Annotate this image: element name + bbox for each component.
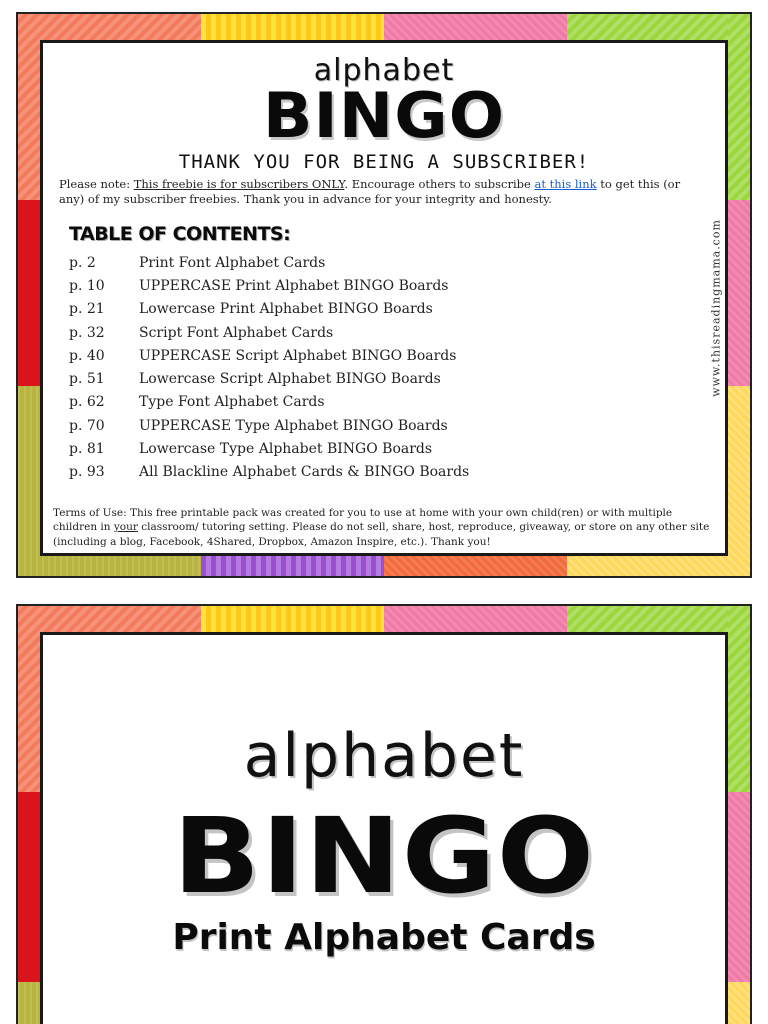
toc-entry-title: Type Font Alphabet Cards (139, 394, 325, 411)
toc-row (69, 414, 469, 437)
toc-entry-title: All Blackline Alphabet Cards & BINGO Boards (139, 464, 470, 481)
border-strip-yellow (201, 14, 384, 40)
border-strip-coral (18, 606, 201, 632)
subscriber-note (59, 177, 705, 207)
toc-page-number: p. 70 (69, 417, 105, 434)
border-strip-purple (201, 556, 384, 576)
title-bingo: BINGO (172, 795, 596, 917)
table-of-contents (69, 251, 469, 484)
title-bingo: BINGO (262, 79, 506, 152)
border-strip-yellow-right (728, 982, 750, 1024)
border-strip-pink-right (728, 200, 750, 386)
toc-page-number: p. 51 (69, 371, 105, 388)
border-strip-orange (384, 556, 567, 576)
border-strip-yellow-right (728, 386, 750, 576)
content-panel (40, 40, 728, 556)
toc-row (69, 461, 469, 484)
terms-suffix: classroom/ tutoring setting. Please do not sell, share, host, reproduce, giveaway, or store on any other site (including a blog, Facebook, 4Shared, Dropbox, Amazon Inspire, etc.). Thank you! (53, 521, 710, 548)
subscribe-link[interactable]: at this link (534, 177, 597, 191)
toc-row (69, 437, 469, 460)
border-strip-olive (18, 982, 40, 1024)
note-suffix: to get this (or any) of my subscriber freebies. Thank you in advance for your integrity and honesty. (59, 177, 681, 206)
page-1 (16, 12, 752, 578)
terms-prefix: Terms of Use: This free printable pack was created for you to use at home with your own child(ren) or with multiple children in (53, 506, 673, 533)
note-prefix: Please note: (59, 177, 134, 191)
toc-entry-title: UPPERCASE Print Alphabet BINGO Boards (139, 277, 449, 294)
note-middle: . Encourage others to subscribe (344, 177, 535, 191)
border-strip-yellow (201, 606, 384, 632)
border-strip-pink (384, 606, 567, 632)
border-strip-olive-bottom (18, 556, 201, 576)
toc-row (69, 367, 469, 390)
terms-of-use (53, 506, 715, 550)
subscriber-thanks: THANK YOU FOR BEING A SUBSCRIBER! (178, 151, 590, 173)
toc-entry-title: UPPERCASE Type Alphabet BINGO Boards (139, 417, 448, 434)
toc-row (69, 251, 469, 274)
section-subtitle: Print Alphabet Cards (172, 917, 596, 958)
toc-row (69, 274, 469, 297)
border-strip-red (18, 200, 40, 386)
toc-page-number: p. 21 (69, 301, 105, 318)
page-2 (16, 604, 752, 1024)
toc-row (69, 321, 469, 344)
toc-page-number: p. 81 (69, 441, 105, 458)
border-strip-coral (18, 14, 201, 40)
note-underlined: This freebie is for subscribers ONLY (133, 177, 345, 191)
website-text: www.thisreadingmama.com (709, 219, 723, 397)
toc-row (69, 344, 469, 367)
toc-page-number: p. 40 (69, 347, 105, 364)
decorative-border (18, 606, 750, 1024)
toc-entry-title: Lowercase Script Alphabet BINGO Boards (139, 371, 441, 388)
toc-page-number: p. 93 (69, 464, 105, 481)
border-strip-green (567, 606, 750, 632)
decorative-border (18, 14, 750, 576)
toc-page-number: p. 2 (69, 254, 96, 271)
title-alphabet: alphabet (243, 721, 525, 791)
toc-entry-title: Print Font Alphabet Cards (139, 254, 326, 271)
toc-row (69, 298, 469, 321)
toc-entry-title: Lowercase Type Alphabet BINGO Boards (139, 441, 433, 458)
toc-page-number: p. 32 (69, 324, 105, 341)
border-strip-pink (384, 14, 567, 40)
content-panel (40, 632, 728, 1024)
toc-row (69, 391, 469, 414)
border-strip-coral-left (18, 606, 40, 792)
border-strip-green-right (728, 606, 750, 792)
toc-entry-title: Script Font Alphabet Cards (139, 324, 334, 341)
toc-entry-title: UPPERCASE Script Alphabet BINGO Boards (139, 347, 457, 364)
toc-page-number: p. 10 (69, 277, 105, 294)
terms-underlined: your (113, 521, 138, 533)
border-strip-green (567, 14, 750, 40)
website-watermark (707, 203, 725, 413)
toc-page-number: p. 62 (69, 394, 105, 411)
toc-heading: TABLE OF CONTENTS: (69, 223, 291, 245)
toc-entry-title: Lowercase Print Alphabet BINGO Boards (139, 301, 433, 318)
border-strip-yellow-bottom (567, 556, 750, 576)
title-alphabet: alphabet (313, 53, 455, 88)
border-strip-olive (18, 386, 40, 576)
